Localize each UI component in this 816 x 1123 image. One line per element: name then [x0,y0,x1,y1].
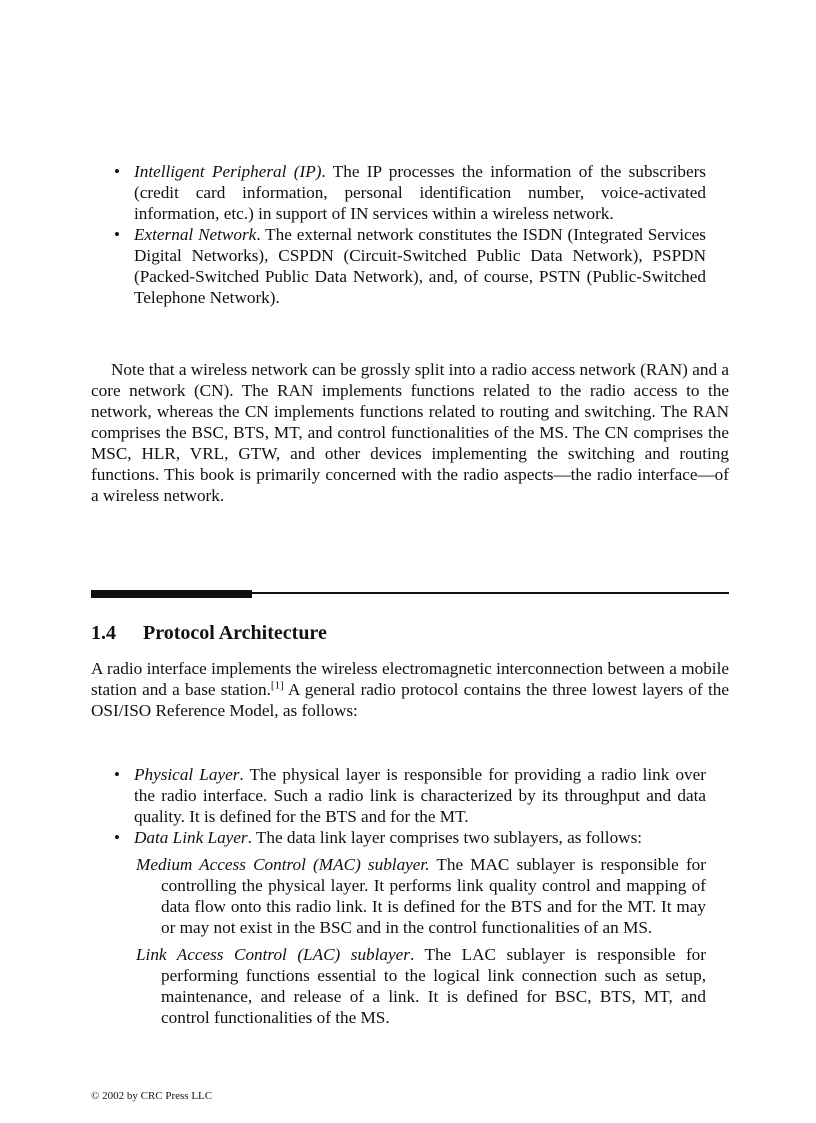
section-rule [91,590,729,600]
bullet-term: Physical Layer [134,765,240,784]
section-number: 1.4 [91,622,116,644]
bullet-text: . The IP processes the information of the subscribers (credit card information, personal identification number, voice-activated information, etc.) in support of IN services within a wireless network. [134,162,706,223]
section-heading [91,621,327,645]
rule-thick-bar [91,590,252,598]
bullet-item-intelligent-peripheral [114,161,706,224]
bullet-item-physical-layer [114,764,706,827]
bullet-icon: • [114,162,120,181]
intro-text-continued: A general radio protocol contains the three lowest layers of the OSI/ISO Reference Model, as follows: [91,680,729,720]
sublayer-item-lac [136,944,706,1028]
section-title: Protocol Architecture [143,622,327,644]
intro-text: A radio interface implements the wireless electromagnetic interconnection between a mobile station and a base station. [91,659,729,699]
sublayer-term: Medium Access Control (MAC) sublayer. [136,855,430,874]
bullet-item-data-link-layer [114,827,706,1028]
bullet-icon: • [114,828,120,847]
bullet-list-protocol-layers [114,764,706,1028]
bullet-icon: • [114,765,120,784]
sublayer-text: The MAC sublayer is responsible for controlling the physical layer. It performs link quality control and mapping of data flow onto this radio link. It is defined for the BTS and for the MT. It may or may not exist in the BSC and in the control functionalities of an MS. [161,855,706,937]
bullet-term: External Network [134,225,257,244]
paragraph-ran-cn: Note that a wireless network can be grossly split into a radio access network (RAN) and a core network (CN). The RAN implements functions related to the radio access to the network, whereas the CN implements functions related to routing and switching. The RAN comprises the BSC, BTS, MT, and control functionalities of the MS. The CN comprises the MSC, HLR, VRL, GTW, and other devices implementing the switching and routing functions. This book is primarily concerned with the radio aspects—the radio interface—of a wireless network. [91,360,729,505]
bullet-text: . The external network constitutes the ISDN (Integrated Services Digital Networks), CSPDN (Circuit-Switched Public Data Network), PSPDN (Packed-Switched Public Data Network), and, of course, PSTN (Public-Switched Telephone Network). [134,225,706,307]
sublayer-text: . The LAC sublayer is responsible for performing functions essential to the logical link connection such as setup, maintenance, and release of a link. It is defined for BSC, BTS, MT, and control functionalities of the MS. [161,945,706,1027]
bullet-icon: • [114,225,120,244]
sublayer-item-mac [136,854,706,938]
sublayer-term: Link Access Control (LAC) sublayer [136,945,410,964]
paragraph-intro [91,658,729,721]
bullet-list-network-elements [114,161,706,308]
bullet-term: Intelligent Peripheral (IP) [134,162,322,181]
bullet-text: . The data link layer comprises two sublayers, as follows: [247,828,643,847]
bullet-text: . The physical layer is responsible for providing a radio link over the radio interface. Such a radio link is characterized by its throughput and data quality. It is defined for the BTS and for the MT. [134,765,706,826]
reference-marker: [1] [270,679,284,692]
bullet-term: Data Link Layer [134,828,248,847]
bullet-item-external-network [114,224,706,308]
copyright-footer: © 2002 by CRC Press LLC [91,1090,213,1102]
